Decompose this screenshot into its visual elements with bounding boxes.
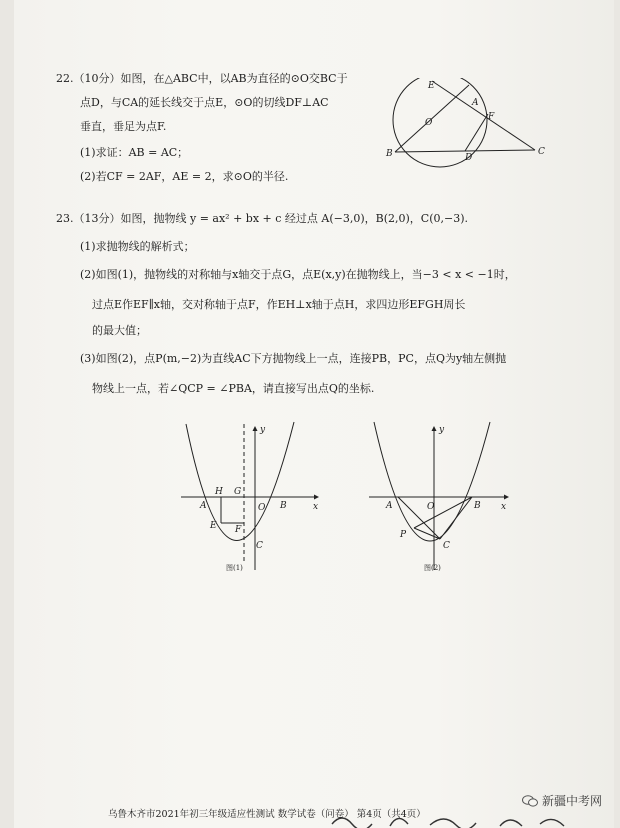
- circle-o: [393, 78, 487, 167]
- bottom-scribble: [330, 814, 590, 828]
- fig1-label-h: H: [215, 487, 223, 497]
- x-axis-arrow: [314, 495, 319, 500]
- q23-part-2-line-3: 的最大值；: [92, 324, 147, 337]
- q22-part-2: (2)若CF = 2AF，AE = 2，求⊙O的半径.: [80, 170, 289, 183]
- segment-bp: [414, 497, 472, 528]
- fig1-label-c: C: [256, 541, 263, 551]
- y-axis-arrow: [253, 426, 258, 431]
- fig1-label-e: E: [210, 521, 217, 531]
- q22-label-o: O: [425, 118, 433, 128]
- fig1-label-b: B: [280, 501, 287, 511]
- wechat-icon: [522, 795, 538, 807]
- q23-part-2-line-2: 过点E作EF∥x轴，交对称轴于点F，作EH⊥x轴于点H，求四边形EFGH周长: [92, 298, 466, 311]
- q22-line-2: 点D，与CA的延长线交于点E，⊙O的切线DF⊥AC: [80, 96, 329, 109]
- q23-part-2-line-1: (2)如图(1)，抛物线的对称轴与x轴交于点G，点E(x,y)在抛物线上，当−3 < x < −1时，: [80, 268, 516, 281]
- q22-line-1: 22.（10分）如图，在△ABC中，以AB为直径的⊙O交BC于: [56, 72, 348, 85]
- q23-line-1: 23.（13分）如图，抛物线 y = ax² + bx + c 经过点 A(−3,0)，B(2,0)，C(0,−3).: [56, 212, 469, 225]
- fig2-caption: 图(2): [424, 564, 441, 572]
- q22-circle-figure: [385, 78, 555, 180]
- y-axis-arrow: [432, 426, 437, 431]
- q23-figure-2: [364, 420, 514, 572]
- parabola: [374, 422, 490, 541]
- q22-label-b: B: [386, 149, 393, 159]
- fig1-caption: 图(1): [226, 564, 243, 572]
- fig1-label-g: G: [234, 487, 242, 497]
- fig2-label-x: x: [501, 502, 507, 512]
- fig1-label-x: x: [313, 502, 319, 512]
- q22-label-f: F: [488, 112, 495, 122]
- fig2-label-a: A: [386, 501, 393, 511]
- watermark: [522, 792, 602, 809]
- fig2-label-b: B: [474, 501, 481, 511]
- fig1-label-f: F: [235, 525, 242, 535]
- segment-bc: [440, 497, 472, 539]
- x-axis-arrow: [504, 495, 509, 500]
- q23-part-1: (1)求抛物线的解析式；: [80, 240, 195, 253]
- q23-part-3-line-2: 物线上一点，若∠QCP = ∠PBA，请直接写出点Q的坐标.: [92, 382, 375, 395]
- fig1-label-a: A: [200, 501, 207, 511]
- q22-label-e: E: [428, 81, 435, 91]
- fig2-label-y: y: [439, 425, 445, 435]
- q22-label-c: C: [538, 147, 545, 157]
- segment-pc: [414, 528, 440, 539]
- fig1-label-o: O: [258, 503, 266, 513]
- fig2-label-o: O: [427, 502, 435, 512]
- q22-part-1: (1)求证：AB = AC；: [80, 146, 189, 159]
- q23-figure-1: [176, 420, 326, 572]
- tangent-df: [465, 114, 488, 151]
- fig2-label-c: C: [443, 541, 450, 551]
- q22-label-d: D: [465, 153, 473, 163]
- q22-line-3: 垂直，垂足为点F.: [80, 120, 167, 133]
- fig2-label-p: P: [400, 530, 407, 540]
- watermark-text: 新疆中考网: [541, 794, 602, 808]
- q23-part-3-line-1: (3)如图(2)，点P(m,−2)为直线AC下方抛物线上一点，连接PB，PC，点Q为y轴左侧抛: [80, 352, 507, 365]
- q22-label-a: A: [472, 98, 479, 108]
- page-footer: 乌鲁木齐市2021年初三年级适应性测试 数学试卷（问卷） 第4页（共4页）: [108, 809, 426, 820]
- fig1-label-y: y: [260, 425, 266, 435]
- segment-ce: [432, 81, 535, 150]
